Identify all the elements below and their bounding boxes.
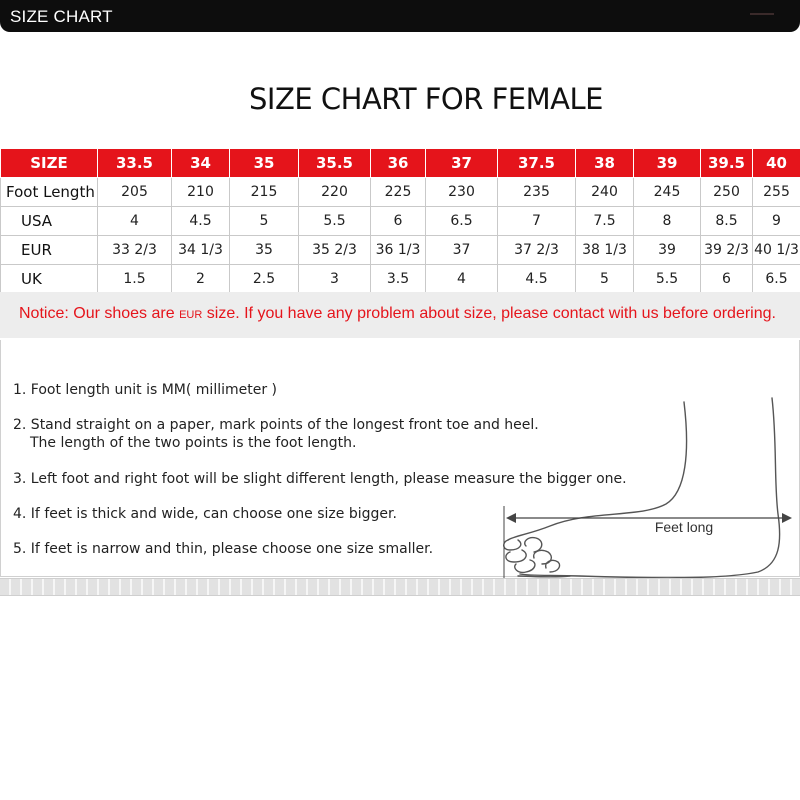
table-cell: 7.5 [576, 207, 634, 236]
table-cell: 215 [230, 178, 299, 207]
table-cell: 35 2/3 [299, 236, 371, 265]
table-cell: 6.5 [753, 265, 800, 294]
instruction-2 [13, 416, 539, 452]
table-cell: 34 1/3 [172, 236, 230, 265]
table-cell: 7 [498, 207, 576, 236]
size-header-cell: 36 [371, 149, 426, 178]
table-cell: 3.5 [371, 265, 426, 294]
size-header-row [1, 149, 800, 178]
table-row-foot-length [1, 178, 800, 207]
row-label: Foot Length [1, 178, 98, 207]
instruction-line: 4. If feet is thick and wide, can choose one size bigger. [13, 506, 397, 522]
header-bar [0, 0, 800, 32]
table-cell: 2.5 [230, 265, 299, 294]
size-header-cell: 37 [426, 149, 498, 178]
table-cell: 250 [701, 178, 753, 207]
table-cell: 39 [634, 236, 701, 265]
table-cell: 235 [498, 178, 576, 207]
table-cell: 4.5 [498, 265, 576, 294]
instruction-5 [13, 540, 433, 558]
instruction-line: 2. Stand straight on a paper, mark points of the longest front toe and heel. [13, 417, 539, 433]
table-cell: 5 [230, 207, 299, 236]
table-cell: 255 [753, 178, 800, 207]
instruction-line: 1. Foot length unit is MM( millimeter ) [13, 382, 278, 398]
notice-suffix: size. If you have any problem about size, please contact with us before ordering. [202, 305, 776, 322]
table-cell: 210 [172, 178, 230, 207]
table-cell: 205 [98, 178, 172, 207]
size-header-cell: 35 [230, 149, 299, 178]
size-header-cell: 39.5 [701, 149, 753, 178]
table-cell: 36 1/3 [371, 236, 426, 265]
size-header-cell: 38 [576, 149, 634, 178]
table-cell: 38 1/3 [576, 236, 634, 265]
size-header-cell: 40 [753, 149, 800, 178]
table-cell: 39 2/3 [701, 236, 753, 265]
table-cell: 3 [299, 265, 371, 294]
size-header-cell: 37.5 [498, 149, 576, 178]
table-row-uk [1, 265, 800, 294]
table-cell: 2 [172, 265, 230, 294]
table-cell: 1.5 [98, 265, 172, 294]
page-title: SIZE CHART FOR FEMALE [249, 82, 603, 116]
table-cell: 220 [299, 178, 371, 207]
foot-diagram [490, 392, 796, 578]
table-cell: 5 [576, 265, 634, 294]
notice-eur: EUR [179, 309, 203, 321]
table-cell: 8.5 [701, 207, 753, 236]
table-cell: 240 [576, 178, 634, 207]
table-cell: 6 [701, 265, 753, 294]
table-cell: 37 [426, 236, 498, 265]
size-header-cell: 33.5 [98, 149, 172, 178]
row-label: USA [1, 207, 98, 236]
table-cell: 225 [371, 178, 426, 207]
size-header-cell: 39 [634, 149, 701, 178]
instruction-4 [13, 505, 397, 523]
table-cell: 33 2/3 [98, 236, 172, 265]
header-decoration [750, 13, 774, 15]
instruction-line: 3. Left foot and right foot will be slight different length, please measure the bigger one. [13, 471, 627, 487]
foot-outline-icon [504, 398, 780, 578]
instruction-line: 5. If feet is narrow and thin, please choose one size smaller. [13, 541, 434, 557]
size-table [0, 148, 800, 294]
table-cell: 40 1/3 [753, 236, 800, 265]
table-cell: 5.5 [634, 265, 701, 294]
table-row-usa [1, 207, 800, 236]
table-row-eur [1, 236, 800, 265]
row-label: UK [1, 265, 98, 294]
bottom-strip [0, 578, 800, 596]
table-cell: 8 [634, 207, 701, 236]
table-cell: 6 [371, 207, 426, 236]
notice-text [19, 305, 776, 323]
table-cell: 5.5 [299, 207, 371, 236]
instruction-1 [13, 381, 277, 399]
table-cell: 37 2/3 [498, 236, 576, 265]
notice-band [0, 292, 800, 338]
table-cell: 4 [98, 207, 172, 236]
feet-long-label: Feet long [654, 519, 714, 535]
header-title: SIZE CHART [10, 7, 113, 26]
table-cell: 4 [426, 265, 498, 294]
instruction-continuation: The length of the two points is the foot length. [30, 435, 357, 451]
table-cell: 230 [426, 178, 498, 207]
notice-prefix: Notice: Our shoes are [19, 305, 180, 322]
table-cell: 245 [634, 178, 701, 207]
size-header-cell: 34 [172, 149, 230, 178]
table-cell: 6.5 [426, 207, 498, 236]
size-header-cell: 35.5 [299, 149, 371, 178]
table-cell: 4.5 [172, 207, 230, 236]
measurement-arrow-icon [504, 506, 792, 578]
table-cell: 35 [230, 236, 299, 265]
table-cell: 9 [753, 207, 800, 236]
row-label: EUR [1, 236, 98, 265]
size-header-label: SIZE [1, 149, 98, 178]
